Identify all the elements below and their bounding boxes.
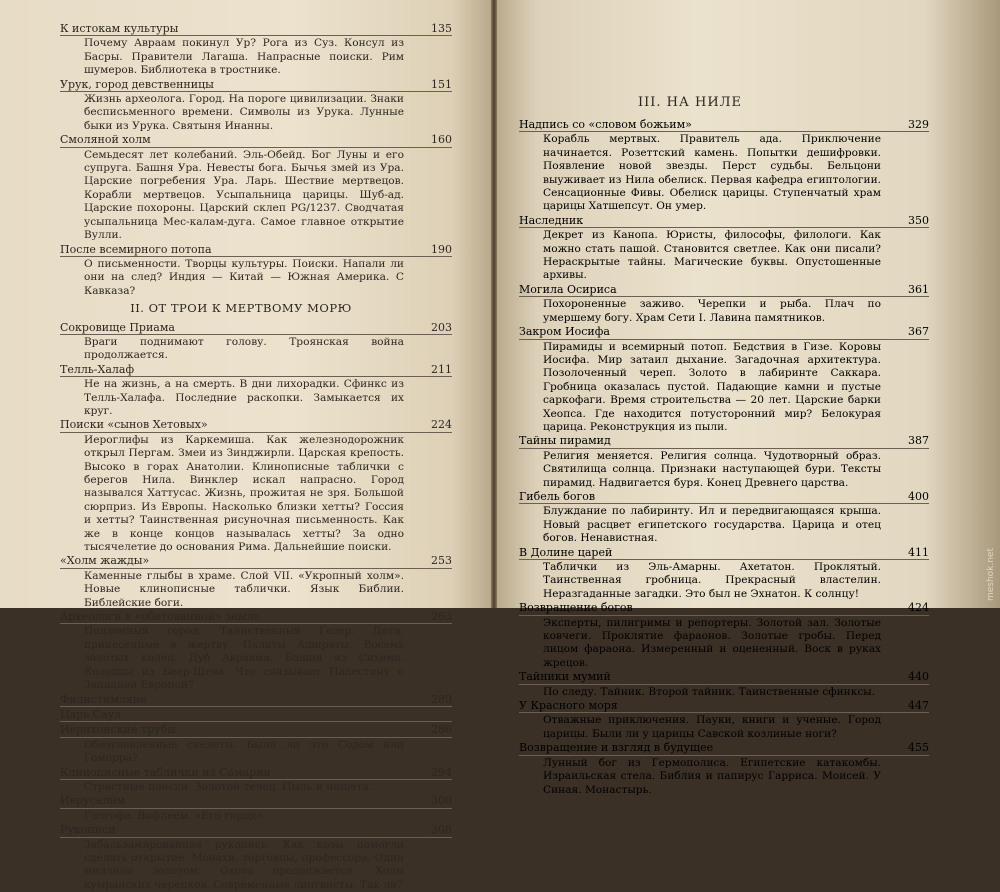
- toc-entry: [60, 243, 452, 299]
- toc-entry-page: 253: [431, 554, 452, 568]
- toc-entry-title: Сокровище Приама: [60, 321, 452, 335]
- toc-entry-page: 424: [908, 601, 929, 615]
- toc-entry-page: 224: [431, 418, 452, 432]
- toc-entry: [60, 693, 452, 707]
- toc-entry-description: Голгофа. Вифлеем. «Его город».: [84, 809, 266, 822]
- toc-entry-description: Похороненные заживо. Черепки и рыба. Плач по умершему богу. Храм Сети I. Лавина памятников.: [543, 298, 881, 324]
- toc-entry-description: Лунный бог из Гермополиса. Египетские катакомбы. Израильская стела. Библия и папирус Гарриса. Моисей. У Синая. Монастырь.: [543, 756, 881, 796]
- toc-entry-description: Пирамиды и всемирный потоп. Бедствия в Гизе. Коровы Иосифа. Мир затаил дыхание. Загадочная архитектура. Позолоченный череп. Золото в лабиринте Саккара. Гробница оказалась пустой. Падающие камни и пустые саркофаги. Время строительства — 20 лет. Царские барки Хеопса. Где находится потусторонний мир? Белокурая царица. Реконструкция из пыли.: [543, 340, 881, 433]
- toc-entry-title: Телль-Халаф: [60, 363, 452, 377]
- toc-entry: [519, 670, 929, 699]
- toc-entry: [519, 601, 929, 670]
- toc-entry-description: Обезглавленные скелеты. Были ли это Содом или Гоморра?: [84, 738, 404, 765]
- toc-entry-description: Таблички из Эль-Амарны. Ахетатон. Проклятый. Таинственная гробница. Прекрасный властелин. Неразгаданные загадки. Это был не Эхнатон. К солнцу!: [543, 561, 881, 600]
- toc-entry-page: 308: [431, 823, 452, 837]
- toc-entry-title: Смоляной холм: [60, 133, 452, 147]
- toc-entry-description: Декрет из Канопа. Юристы, философы, филологи. Как можно стать пашой. Становится светлее. Как они писали? Нераскрытые тайны. Магические буквы. Опустошенные архивы.: [543, 229, 881, 282]
- toc-entry: [60, 723, 452, 765]
- toc-entry-description: Семьдесят лет колебаний. Эль-Обейд. Бог Луны и его супруга. Башня Ура. Невесты бога. Бычья змей из Ура. Царские погребения Ура. Ларь. Шествие мертвецов. Корабли мертвецов. Усыпальница царицы. Шуб-ад. Царские похороны. Царский склеп PG/1237. Сводчатая усыпальница Мес-калам-дуга. Самое главное открытие Вулли.: [84, 148, 404, 242]
- watermark: meshok.net: [986, 548, 996, 602]
- toc-entry-title: Иерихонские трубы: [60, 723, 452, 737]
- toc-entry-page: 329: [908, 118, 929, 131]
- toc-group-top: [60, 22, 452, 298]
- toc-entry: [519, 699, 929, 741]
- toc-entry: [60, 708, 452, 722]
- toc-entry-page: 447: [908, 699, 929, 713]
- toc-entry-title: Возвращение богов: [519, 601, 929, 615]
- toc-entry-page: 440: [908, 670, 929, 684]
- toc-entry-page: 280: [431, 692, 452, 706]
- toc-entry: [60, 610, 452, 692]
- toc-entry-description: Каменные глыбы в храме. Слой VII. «Укропный холм». Новые клинописные таблички. Язык Библии. Библейские боги.: [84, 569, 404, 609]
- toc-entry-description: Подземный город. Таинственный Гезер. Дети, принесенные в жертву. Палаты Ашираты. Восемь золотых колец. Дуб Авраама. Башня из Сихема. Колодцы из Беер-Шева. Что связывает Палестину с Западной Европой?: [84, 625, 404, 692]
- section-title-2: II. ОТ ТРОИ К МЕРТВОМУ МОРЮ: [130, 301, 352, 316]
- toc-entry-title: Царь Саул: [60, 708, 452, 722]
- toc-entry: [60, 418, 452, 554]
- toc-entry: [519, 118, 929, 214]
- toc-entry: [60, 133, 452, 242]
- toc-entry-page: 387: [908, 434, 929, 448]
- toc-entry-title: Иерусалим: [60, 794, 452, 808]
- toc-entry: [519, 741, 929, 797]
- toc-entry-title: Поиски «сынов Хетовых»: [60, 418, 452, 432]
- toc-entry-title: После всемирного потопа: [60, 243, 452, 257]
- toc-entry-description: Забальзамированная рукопись. Как козы помогли сделать открытие. Монахи, торговцы, профессора. Один миллион золотом. Охота продолжается. Холм кумранских черепков. Современные лингвисты. Так ли?: [84, 838, 404, 891]
- toc-entry: [60, 78, 452, 134]
- toc-entry-description: О письменности. Творцы культуры. Поиски. Напали ли они на след? Индия — Китай — Южная Америка. С Кавказа?: [84, 257, 404, 297]
- toc-entry-description: Блуждание по лабиринту. Ил и передвигающаяся крыша. Новый расцвет египетского государства. Царица и отец богов. Ненавистная.: [543, 505, 881, 545]
- toc-entry-title: Рукописи: [60, 823, 452, 837]
- toc-entry-title: У Красного моря: [519, 699, 929, 713]
- toc-entry-description: Иероглифы из Каркемиша. Как железнодорожник открыл Пергам. Змеи из Зинджирли. Царская крепость. Высоко в горах Анатолии. Клинописные таблички с берегов Нила. Винклер искал напрасно. Город назывался Хаттусас. Жизнь, прожитая не зря. Большой сюрприз. Из Европы. Насколько близки хетты? Госсия и хетты? Таинственная рисуночная письменность. Как же в конце концов называлась хетты? За одно тысячелетие до основания Рима. Дальнейшие поиски.: [84, 433, 404, 554]
- toc-entry-page: 190: [431, 242, 452, 256]
- toc-right-column: [519, 118, 929, 797]
- left-page: [0, 0, 491, 891]
- toc-entry: [519, 283, 929, 325]
- toc-entry-page: 151: [431, 77, 452, 91]
- toc-entry-title: Закром Иосифа: [519, 325, 929, 339]
- toc-entry-title: Гибель богов: [519, 490, 929, 504]
- toc-entry-title: К истокам культуры: [60, 22, 452, 36]
- toc-entry-title: Надпись со «словом божьим»: [519, 118, 929, 132]
- toc-entry: [60, 363, 452, 419]
- toc-entry: [60, 794, 452, 823]
- toc-entry-page: 211: [431, 362, 452, 376]
- toc-entry-page: 411: [908, 545, 929, 559]
- toc-entry-description: Корабль мертвых. Правитель ада. Приключение начинается. Розеттский камень. Попытки дешифровки. Появление новой звезды. Перст судьбы. Бельцони выуживает из Нила обелиск. Первая кафедра египтологии. Сенсационные Фивы. Обелиск царицы. Ступенчатый храм царицы Хатшепсут. Он умер.: [543, 133, 881, 213]
- toc-entry-page: 294: [431, 765, 452, 779]
- toc-entry-page: 455: [908, 741, 929, 755]
- toc-entry-page: 367: [908, 325, 929, 339]
- toc-entry-page: 160: [431, 133, 452, 147]
- toc-entry: [60, 321, 452, 363]
- toc-entry-description: Враги поднимают голову. Троянская война продолжается.: [84, 335, 404, 362]
- toc-entry-title: Возвращение и взгляд в будущее: [519, 741, 929, 755]
- toc-entry: [60, 823, 452, 892]
- toc-entry-title: Тайники мумий: [519, 670, 929, 684]
- toc-entry-description: По следу. Тайник. Второй тайник. Таинственные сфинксы.: [543, 685, 876, 698]
- toc-entry-page: 286: [431, 723, 452, 737]
- toc-entry-page: 400: [908, 489, 929, 503]
- toc-entry-title: Клинописные таблички из Самарии: [60, 766, 452, 780]
- toc-entry-title: В Долине царей: [519, 546, 929, 560]
- toc-entry-description: Эксперты, пилигримы и репортеры. Золотой зал. Золотые ковчеги. Проклятие фараонов. Золотые гробы. Перед лицом фараона. Измеренный и оцененный. Воск в руках жрецов.: [543, 616, 881, 669]
- toc-entry: [519, 490, 929, 546]
- toc-entry-title: Археологи в «обетованной» земле: [60, 610, 452, 624]
- toc-entry-page: 350: [908, 213, 929, 227]
- toc-entry-title: Филистимляне: [60, 693, 452, 707]
- toc-entry-page: 361: [908, 282, 929, 296]
- toc-entry: [60, 766, 452, 795]
- toc-entry-description: Почему Авраам покинул Ур? Рога из Суз. Консул из Басры. Правители Лагаша. Напрасные поиски. Рим шумеров. Библиотека в тростнике.: [84, 37, 404, 77]
- toc-left-column: [60, 22, 452, 892]
- toc-entry-title: Могила Осириса: [519, 283, 929, 297]
- toc-entry-description: Не на жизнь, а на смерть. В дни лихорадки. Сфинкс из Телль-Халафа. Последние раскопки. Замыкается их круг.: [84, 378, 404, 417]
- toc-entry: [519, 434, 929, 490]
- toc-entry-title: «Холм жажды»: [60, 554, 452, 568]
- toc-entry: [60, 554, 452, 610]
- toc-entry-title: Наследник: [519, 214, 929, 228]
- toc-entry-page: 135: [431, 22, 452, 35]
- toc-entry: [519, 546, 929, 602]
- toc-entry-description: Религия меняется. Религия солнца. Чудотворный образ. Святилища солнца. Признаки наступающей бури. Тексты пирамид. Надвигается буря. Конец Древнего царства.: [543, 449, 881, 489]
- toc-group-right: [519, 118, 929, 797]
- toc-entry: [519, 214, 929, 283]
- toc-entry-title: Урук, город девственницы: [60, 78, 452, 92]
- section-title-3: III. НА НИЛЕ: [638, 95, 742, 110]
- toc-entry-description: Жизнь археолога. Город. На пороге цивилизации. Знаки бесписьменного времени. Символы из Урука. Лунные быки из Урука. Святыня Инанны.: [84, 93, 404, 132]
- toc-entry: [60, 22, 452, 78]
- toc-entry-description: Отважные приключения. Пауки, книги и ученые. Город царицы. Были ли у царицы Савской козлиные ноги?: [543, 714, 881, 740]
- toc-group-bottom: [60, 321, 452, 892]
- toc-entry: [519, 325, 929, 434]
- toc-entry-page: 263: [431, 610, 452, 624]
- toc-entry-title: Тайны пирамид: [519, 434, 929, 448]
- toc-entry-page: 203: [431, 320, 452, 334]
- toc-entry-page: 300: [431, 794, 452, 808]
- toc-entry-description: Страстные поиски. Золотой телец. Пыль и нищета.: [84, 780, 373, 793]
